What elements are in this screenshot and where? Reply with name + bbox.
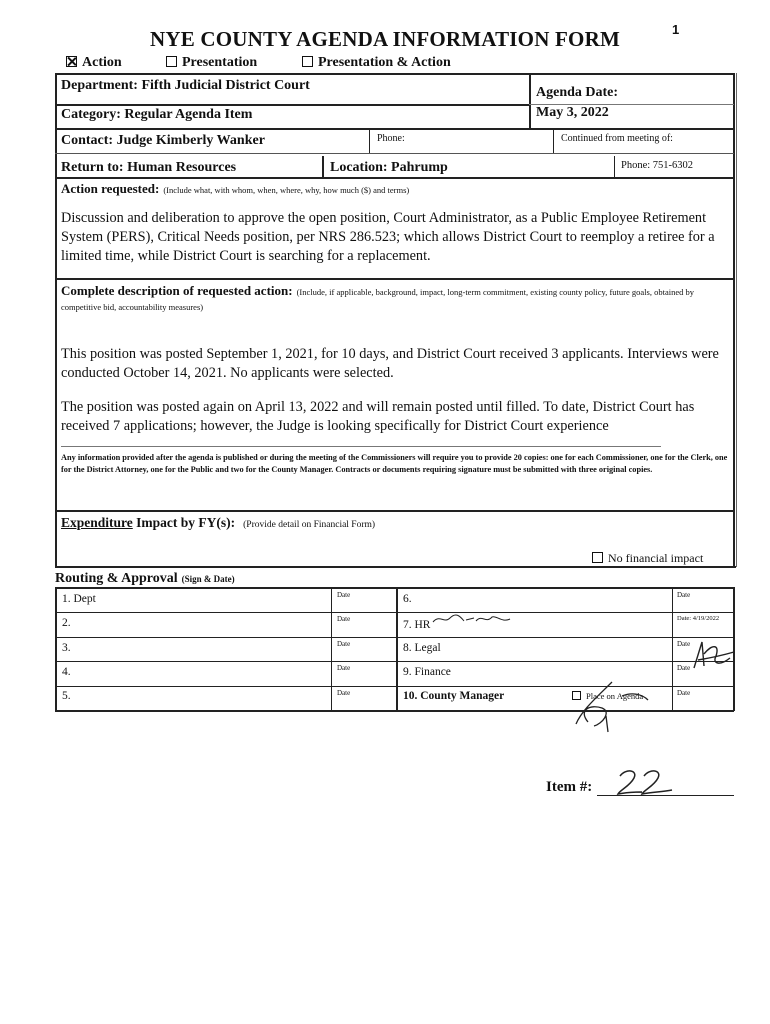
return-to-field: Return to: Human Resources xyxy=(61,160,237,175)
routing-row-10: 10. County Manager xyxy=(403,690,505,702)
date-label-3: Date xyxy=(337,640,351,648)
checkbox-icon[interactable] xyxy=(166,56,177,67)
routing-row-8: 8. Legal xyxy=(403,642,441,654)
department-field: Department: Fifth Judicial District Court xyxy=(61,78,310,93)
date-label-10: Date xyxy=(677,689,691,697)
hr-date: Date: 4/19/2022 xyxy=(677,615,720,622)
contact-field: Contact: Judge Kimberly Wanker xyxy=(61,133,265,148)
expenditure-hint: (Provide detail on Financial Form) xyxy=(243,520,376,530)
routing-row-5: 5. xyxy=(62,690,71,702)
option-presentation-action[interactable] xyxy=(302,55,451,71)
option-presentation-label: Presentation xyxy=(182,55,258,70)
date-label-9: Date xyxy=(677,664,691,672)
date-label-2: Date xyxy=(337,615,351,623)
no-financial-impact-label: No financial impact xyxy=(608,551,704,565)
county-manager-signature xyxy=(572,676,652,734)
agenda-date-label: Agenda Date: xyxy=(536,85,619,100)
description-hint: (Include, if applicable, background, impact, long-term commitment, existing county policy, future goals, obtained by competitive bid, accountability measures) xyxy=(61,287,694,312)
description-para-2: The position was posted again on April 13, 2022 and will remain posted until filled. To date, District Court has received 7 applications; however, the Judge is looking specifically for District Court experience xyxy=(61,399,695,434)
action-requested-text: Discussion and deliberation to approve the open position, Court Administrator, as a Public Employee Retirement System (PERS), Critical Needs position, per NRS 286.523; which allows District Court to reemploy a retiree for a limited time, while District Court is searching for a replacement. xyxy=(61,210,715,264)
action-requested-label: Action requested: xyxy=(61,181,160,196)
option-action-label: Action xyxy=(82,55,122,70)
routing-row-1: 1. Dept xyxy=(62,593,96,605)
checked-box-icon[interactable] xyxy=(66,56,77,67)
location-field: Location: Pahrump xyxy=(330,160,448,175)
continued-label: Continued from meeting of: xyxy=(561,133,673,144)
expenditure-label: Expenditure xyxy=(61,515,133,530)
date-label-4: Date xyxy=(337,664,351,672)
category-field: Category: Regular Agenda Item xyxy=(61,107,253,122)
date-label-6: Date xyxy=(677,591,691,599)
date-label-1: Date xyxy=(337,591,351,599)
routing-row-4: 4. xyxy=(62,666,71,678)
legal-signature xyxy=(690,638,738,674)
action-requested-heading xyxy=(61,180,409,198)
submission-notice: Any information provided after the agenda is published or during the meeting of the Commissioners will require you to provide 20 copies: one for each Commissioner, one for the Clerk, one for the District Attorney, one for the Public and two for the County Manager. Contracts or documents requiring signature must be submitted with three original copies. xyxy=(61,453,728,474)
routing-row-9: 9. Finance xyxy=(403,666,451,678)
option-action[interactable] xyxy=(66,55,122,71)
description-label: Complete description of requested action: xyxy=(61,283,293,298)
routing-row-6: 6. xyxy=(403,593,412,605)
expenditure-label-rest: Impact by FY(s): xyxy=(132,515,236,530)
routing-row-7: 7. HR xyxy=(403,619,431,631)
routing-hint: (Sign & Date) xyxy=(181,574,235,584)
form-title: NYE COUNTY AGENDA INFORMATION FORM xyxy=(150,27,620,51)
item-number-label: Item #: xyxy=(546,779,593,795)
routing-label: Routing & Approval xyxy=(55,571,178,586)
routing-row-2: 2. xyxy=(62,617,71,629)
routing-row-3: 3. xyxy=(62,642,71,654)
phone-2-field: Phone: 751-6302 xyxy=(621,160,694,171)
agenda-date-value: May 3, 2022 xyxy=(536,105,609,120)
expenditure-heading xyxy=(61,514,375,532)
phone-label: Phone: xyxy=(377,133,405,144)
description-heading xyxy=(61,284,723,314)
item-number-handwritten xyxy=(610,766,680,798)
action-requested-hint: (Include what, with whom, when, where, why, how much ($) and terms) xyxy=(163,185,410,195)
page-number: 1 xyxy=(672,22,680,37)
date-label-8: Date xyxy=(677,640,691,648)
no-financial-impact-option[interactable] xyxy=(592,551,703,566)
routing-heading xyxy=(55,569,235,587)
hr-signature xyxy=(430,612,520,628)
option-presentation[interactable] xyxy=(166,55,257,71)
checkbox-icon[interactable] xyxy=(302,56,313,67)
checkbox-icon[interactable] xyxy=(592,552,603,563)
description-para-1: This position was posted September 1, 2021, for 10 days, and District Court received 3 applicants. Interviews were conducted October 14, 2021. No applicants were selected. xyxy=(61,346,719,381)
place-on-agenda-label: Place on Agenda xyxy=(586,691,644,701)
option-presentation-action-label: Presentation & Action xyxy=(318,55,451,70)
date-label-5: Date xyxy=(337,689,351,697)
